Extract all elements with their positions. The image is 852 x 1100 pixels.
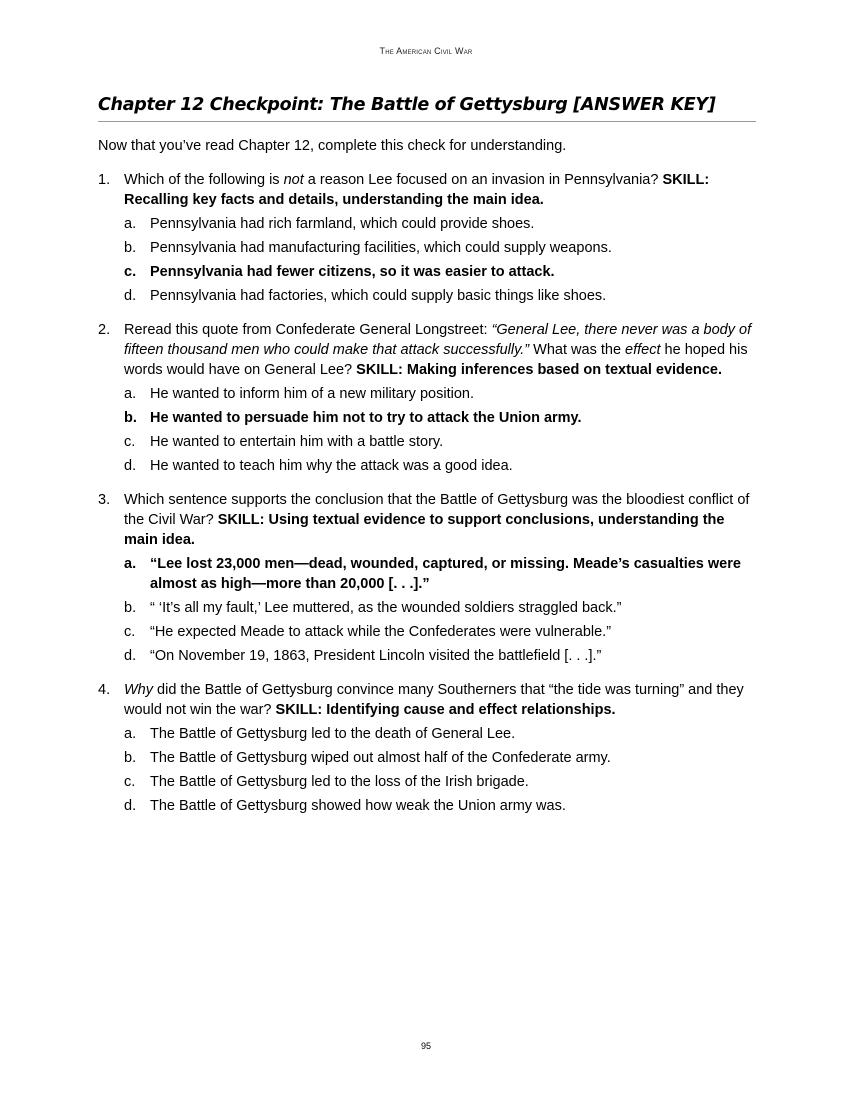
choice-text: The Battle of Gettysburg wiped out almost half of the Confederate army. — [150, 750, 611, 766]
question-3-prompt — [98, 490, 758, 550]
choice-item-correct — [124, 408, 758, 428]
prompt-text: Which sentence supports the conclusion that the Battle of Gettysburg was the bloodiest conflict of the Civil War? — [124, 492, 750, 528]
question-1 — [98, 170, 758, 306]
choice-letter: a. — [124, 386, 137, 402]
choice-text: Pennsylvania had manufacturing facilities, which could supply weapons. — [150, 240, 612, 256]
page-number: 95 — [420, 1041, 431, 1051]
choice-text: Pennsylvania had factories, which could supply basic things like shoes. — [150, 288, 607, 304]
choice-text: He wanted to inform him of a new military position. — [150, 386, 474, 402]
question-4 — [98, 680, 758, 816]
choice-item — [124, 384, 758, 404]
prompt-text: What was the — [529, 342, 626, 358]
prompt-text: a reason Lee focused on an invasion in Pennsylvania? — [303, 172, 663, 188]
choice-letter: c. — [124, 624, 136, 640]
choice-text: He wanted to teach him why the attack was a good idea. — [150, 458, 513, 474]
question-number: 2. — [98, 322, 111, 338]
choice-letter: b. — [124, 410, 137, 426]
question-4-prompt — [98, 680, 758, 720]
question-1-prompt — [98, 170, 758, 210]
choice-item — [124, 772, 758, 792]
choice-item — [124, 456, 758, 476]
choice-item — [124, 646, 758, 666]
question-list — [98, 170, 758, 830]
choice-letter: d. — [124, 288, 137, 304]
choice-letter: c. — [124, 774, 136, 790]
choice-item-correct — [124, 554, 758, 594]
prompt-emphasis: effect — [625, 342, 661, 358]
page-title: Chapter 12 Checkpoint: The Battle of Gettysburg [ANSWER KEY] — [98, 95, 716, 115]
choice-text: The Battle of Gettysburg showed how weak the Union army was. — [150, 798, 566, 814]
choice-letter: a. — [124, 216, 137, 232]
running-header: The American Civil War — [379, 46, 473, 56]
intro-text: Now that you’ve read Chapter 12, complete this check for understanding. — [98, 138, 567, 154]
choice-text: Pennsylvania had rich farmland, which could provide shoes. — [150, 216, 535, 232]
skill-label: SKILL: Identifying cause and effect relationships. — [275, 702, 616, 718]
choice-text: The Battle of Gettysburg led to the death of General Lee. — [150, 726, 516, 742]
question-number: 1. — [98, 172, 111, 188]
question-number: 3. — [98, 492, 111, 508]
choice-item — [124, 286, 758, 306]
prompt-text: Which of the following is — [124, 172, 284, 188]
choice-text: He wanted to entertain him with a battle story. — [150, 434, 444, 450]
choice-list — [98, 554, 758, 666]
prompt-text: he hoped his words would have on General Lee? — [124, 342, 748, 378]
choice-list — [98, 214, 758, 306]
prompt-quote: “General Lee, there never was a body of fifteen thousand men who could make that attack successfully.” — [124, 322, 752, 358]
choice-letter: c. — [124, 264, 137, 280]
choice-letter: d. — [124, 798, 137, 814]
question-2 — [98, 320, 758, 476]
choice-text: “On November 19, 1863, President Lincoln visited the battlefield [. . .].” — [150, 648, 602, 664]
choice-letter: b. — [124, 240, 137, 256]
prompt-text: did the Battle of Gettysburg convince many Southerners that “the tide was turning” and they would not win the war? — [124, 682, 744, 718]
choice-item — [124, 724, 758, 744]
choice-letter: c. — [124, 434, 136, 450]
choice-letter: d. — [124, 458, 137, 474]
choice-list — [98, 384, 758, 476]
choice-letter: d. — [124, 648, 137, 664]
skill-label: SKILL: Using textual evidence to support conclusions, understanding the main idea. — [124, 512, 725, 548]
question-3 — [98, 490, 758, 666]
choice-item — [124, 238, 758, 258]
choice-letter: a. — [124, 556, 137, 572]
prompt-text: Reread this quote from Confederate General Longstreet: — [124, 322, 492, 338]
choice-text: He wanted to persuade him not to try to attack the Union army. — [150, 410, 582, 426]
choice-text: “ ‘It’s all my fault,’ Lee muttered, as the wounded soldiers straggled back.” — [150, 600, 622, 616]
choice-text: The Battle of Gettysburg led to the loss of the Irish brigade. — [150, 774, 529, 790]
choice-list — [98, 724, 758, 816]
prompt-emphasis: not — [283, 172, 304, 188]
choice-letter: a. — [124, 726, 137, 742]
choice-text: “He expected Meade to attack while the Confederates were vulnerable.” — [150, 624, 612, 640]
choice-item — [124, 796, 758, 816]
skill-label: SKILL: Recalling key facts and details, understanding the main idea. — [124, 172, 710, 208]
choice-item — [124, 214, 758, 234]
choice-letter: b. — [124, 750, 137, 766]
choice-item — [124, 598, 758, 618]
choice-item-correct — [124, 262, 758, 282]
question-2-prompt — [98, 320, 758, 380]
choice-text: “Lee lost 23,000 men—dead, wounded, captured, or missing. Meade’s casualties were almost as high—more than 20,000 [. . .].” — [150, 556, 741, 592]
choice-letter: b. — [124, 600, 137, 616]
prompt-emphasis: Why — [124, 682, 153, 698]
choice-item — [124, 622, 758, 642]
skill-label: SKILL: Making inferences based on textual evidence. — [356, 362, 722, 378]
question-number: 4. — [98, 682, 111, 698]
choice-item — [124, 432, 758, 452]
choice-text: Pennsylvania had fewer citizens, so it was easier to attack. — [150, 264, 555, 280]
title-divider — [98, 121, 756, 122]
choice-item — [124, 748, 758, 768]
